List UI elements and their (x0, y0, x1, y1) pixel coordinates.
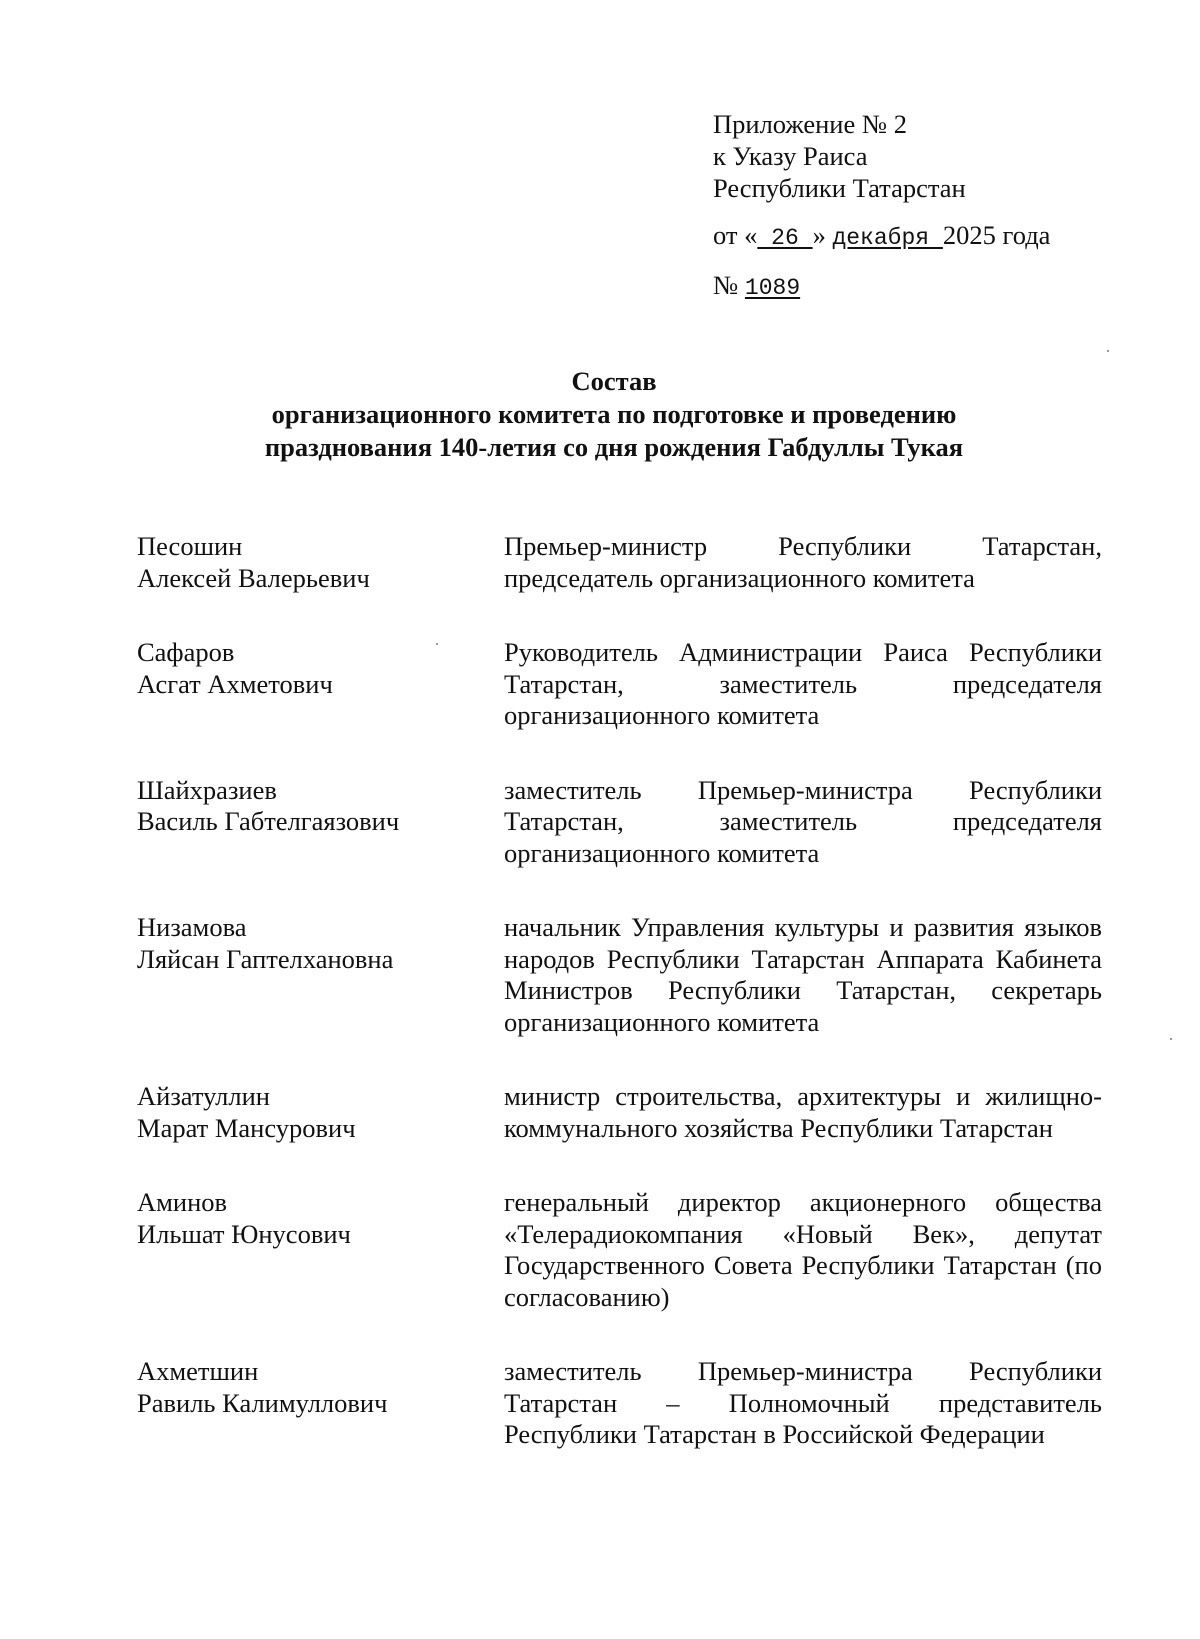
member-name (137, 1081, 504, 1144)
member-name (137, 1187, 504, 1313)
appendix-number (713, 269, 1050, 304)
member-given-names: Алексей Валерьевич (137, 562, 370, 593)
document-heading (0, 365, 1200, 464)
member-surname: Айзатуллин (137, 1081, 270, 1111)
member-row (137, 531, 1102, 594)
member-position: Руководитель Администрации Раиса Республики Татарстан, заместитель председателя организационного комитета (504, 637, 1102, 730)
member-name (137, 912, 504, 1038)
member-given-names: Асгат Ахметович (137, 668, 333, 699)
scan-speck (1107, 350, 1109, 352)
date-middle: » (812, 220, 833, 250)
appendix-date (713, 219, 1050, 254)
appendix-republic: Республики Татарстан (713, 173, 966, 203)
member-position: Премьер-министр Республики Татарстан, председатель организационного комитета (504, 531, 1102, 593)
member-surname: Шайхразиев (137, 774, 277, 805)
date-month: декабря (832, 225, 943, 251)
member-given-names: Марат Мансурович (137, 1112, 356, 1143)
member-surname: Низамова (137, 912, 247, 942)
heading-line-2: организационного комитета по подготовке и проведению (271, 399, 957, 429)
date-prefix: от « (713, 220, 758, 250)
member-row (137, 637, 1102, 732)
member-position: министр строительства, архитектуры и жилищно-коммунального хозяйства Республики Татарстан (504, 1081, 1102, 1143)
member-name (137, 637, 504, 732)
member-name (137, 531, 504, 594)
member-row (137, 1187, 1102, 1313)
scan-speck (1170, 1038, 1172, 1040)
member-given-names: Ильшат Юнусович (137, 1218, 351, 1249)
appendix-block (713, 108, 1050, 304)
member-given-names: Василь Габтелгаязович (137, 806, 400, 836)
member-surname: Песошин (137, 531, 243, 561)
member-given-names: Равиль Калимуллович (137, 1387, 388, 1418)
number-value: 1089 (744, 275, 801, 301)
appendix-title: Приложение № 2 (713, 109, 908, 139)
member-position: заместитель Премьер-министра Республики Татарстан – Полномочный представитель Республики Татарстан в Российской Федерации (504, 1356, 1102, 1449)
member-given-names: Ляйсан Гаптелхановна (137, 943, 394, 974)
member-name (137, 775, 504, 870)
member-position: начальник Управления культуры и развития языков народов Республики Татарстан Аппарата Кабинета Министров Республики Татарстан, секретарь организационного комитета (504, 912, 1102, 1037)
scan-speck (436, 643, 438, 645)
member-position: заместитель Премьер-министра Республики Татарстан, заместитель председателя организационного комитета (504, 774, 1102, 868)
date-suffix: 2025 года (942, 220, 1051, 250)
member-surname: Сафаров (137, 637, 235, 667)
members-list (137, 531, 1102, 1494)
member-position: генеральный директор акционерного общества «Телерадиокомпания «Новый Век», депутат Государственного Совета Республики Татарстан (по согласованию) (504, 1187, 1102, 1312)
appendix-decree-ref: к Указу Раиса (713, 141, 868, 171)
heading-title: Состав (571, 366, 657, 396)
member-row (137, 775, 1102, 870)
member-row (137, 1356, 1102, 1451)
heading-line-3: празднования 140-летия со дня рождения Габдуллы Тукая (264, 432, 964, 462)
member-name (137, 1356, 504, 1451)
member-surname: Ахметшин (137, 1356, 259, 1386)
member-surname: Аминов (137, 1187, 228, 1217)
date-day: 26 (757, 225, 813, 251)
member-row (137, 1081, 1102, 1144)
number-prefix: № (713, 270, 745, 300)
member-row (137, 912, 1102, 1038)
